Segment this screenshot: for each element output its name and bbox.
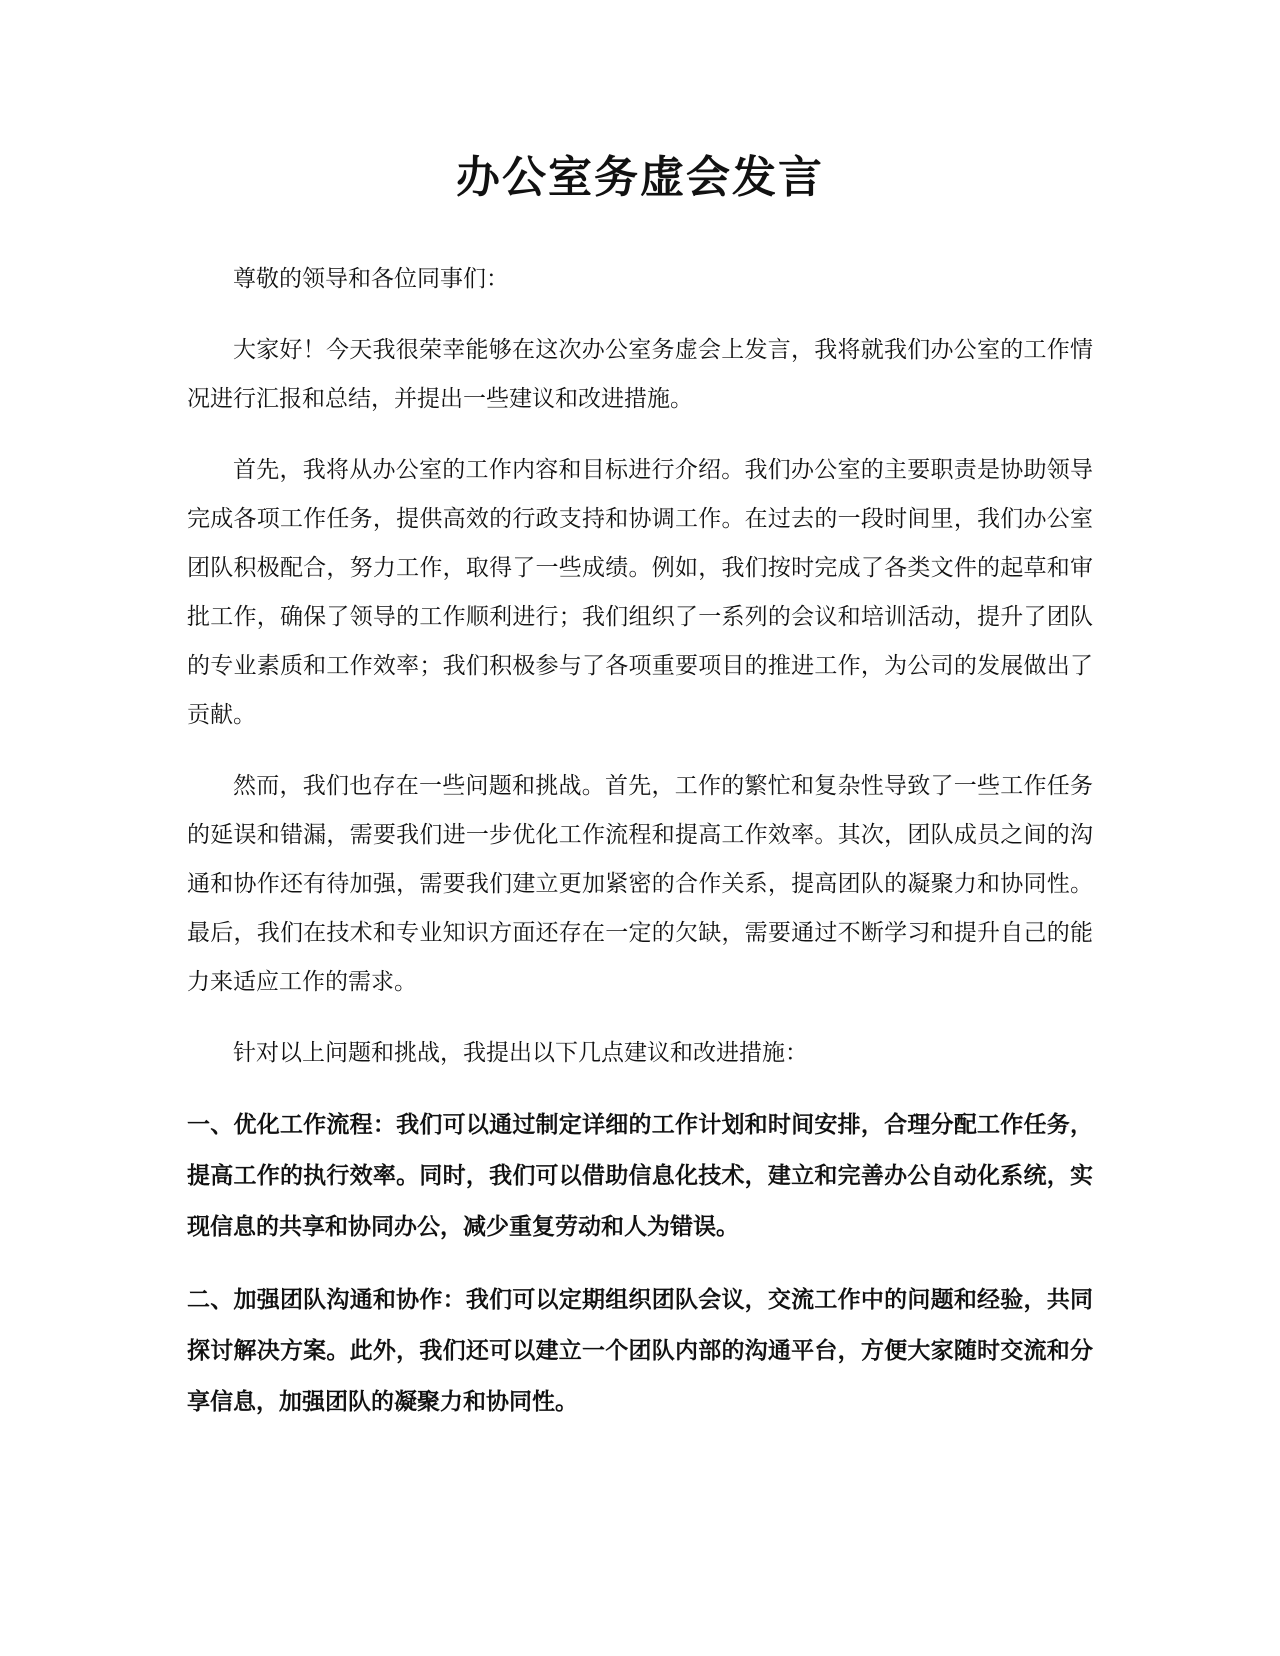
salutation: 尊敬的领导和各位同事们： <box>233 266 509 292</box>
paragraph-proposals-intro: 针对以上问题和挑战，我提出以下几点建议和改进措施： <box>233 1040 808 1066</box>
document-body <box>187 255 1093 1450</box>
paragraph-greeting: 大家好！今天我很荣幸能够在这次办公室务虚会上发言，我将就我们办公室的工作情况进行汇报和总结，并提出一些建议和改进措施。 <box>187 337 1093 412</box>
document-title: 办公室务虚会发言 <box>456 152 824 203</box>
paragraph-problems: 然而，我们也存在一些问题和挑战。首先，工作的繁忙和复杂性导致了一些工作任务的延误和错漏，需要我们进一步优化工作流程和提高工作效率。其次，团队成员之间的沟通和协作还有待加强，需要我们建立更加紧密的合作关系，提高团队的凝聚力和协同性。最后，我们在技术和专业知识方面还存在一定的欠缺，需要通过不断学习和提升自己的能力来适应工作的需求。 <box>187 773 1093 995</box>
paragraph-introduction: 首先，我将从办公室的工作内容和目标进行介绍。我们办公室的主要职责是协助领导完成各项工作任务，提供高效的行政支持和协调工作。在过去的一段时间里，我们办公室团队积极配合，努力工作，取得了一些成绩。例如，我们按时完成了各类文件的起草和审批工作，确保了领导的工作顺利进行；我们组织了一系列的会议和培训活动，提升了团队的专业素质和工作效率；我们积极参与了各项重要项目的推进工作，为公司的发展做出了贡献。 <box>187 457 1093 728</box>
measure-item-2: 二、加强团队沟通和协作：我们可以定期组织团队会议，交流工作中的问题和经验，共同探讨解决方案。此外，我们还可以建立一个团队内部的沟通平台，方便大家随时交流和分享信息，加强团队的凝聚力和协同性。 <box>187 1287 1093 1415</box>
measure-item-1: 一、优化工作流程：我们可以通过制定详细的工作计划和时间安排，合理分配工作任务，提高工作的执行效率。同时，我们可以借助信息化技术，建立和完善办公自动化系统，实现信息的共享和协同办公，减少重复劳动和人为错误。 <box>187 1112 1093 1240</box>
